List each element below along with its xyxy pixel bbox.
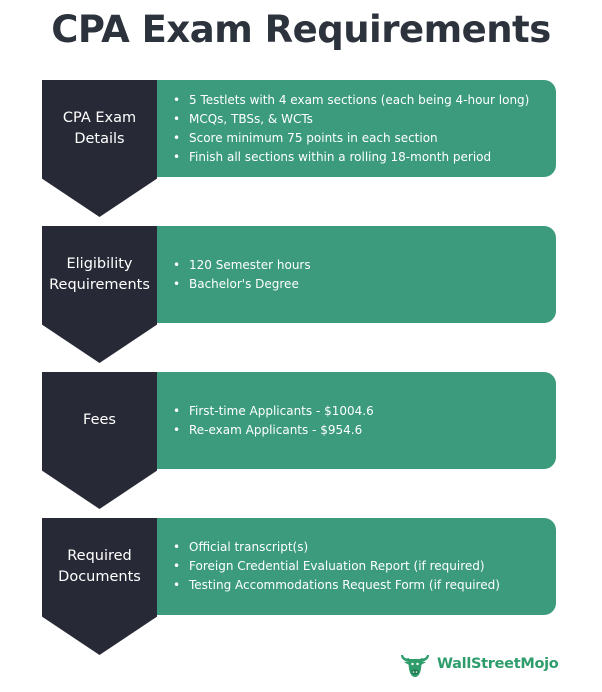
section-items: [173, 80, 548, 177]
list-item: • 5 Testlets with 4 exam sections (each being 4-hour long): [173, 91, 548, 110]
logo-wordmark: [437, 656, 558, 672]
section-eligibility-requirements: [42, 226, 556, 366]
section-label: CPA Exam Details: [62, 109, 137, 147]
section-required-documents: [42, 518, 556, 658]
page-title: CPA Exam Requirements: [51, 8, 551, 51]
list-item: • Score minimum 75 points in each section: [173, 129, 548, 148]
bull-icon: [398, 649, 432, 679]
list-item: • Re-exam Applicants - $954.6: [173, 421, 548, 440]
list-item: • Foreign Credential Evaluation Report (if required): [173, 557, 548, 576]
list-item: • Official transcript(s): [173, 538, 548, 557]
logo-text-part1: WallStreet: [437, 656, 521, 672]
list-item: • 120 Semester hours: [173, 256, 548, 275]
section-label: Fees: [83, 412, 116, 428]
section-items: [173, 372, 548, 469]
wallstreetmojo-logo: [398, 647, 558, 681]
list-item: • MCQs, TBSs, & WCTs: [173, 110, 548, 129]
section-items: [173, 518, 548, 615]
section-label: Required Documents: [58, 547, 141, 585]
section-fees: [42, 372, 556, 512]
list-item: • Bachelor's Degree: [173, 275, 548, 294]
list-item: • Finish all sections within a rolling 18-month period: [173, 148, 548, 167]
list-item: • Testing Accommodations Request Form (if required): [173, 576, 548, 595]
section-label: Eligibility Requirements: [49, 255, 150, 293]
section-items: [173, 226, 548, 323]
list-item: • First-time Applicants - $1004.6: [173, 402, 548, 421]
logo-text-part2: Mojo: [520, 656, 559, 672]
section-cpa-exam-details: [42, 80, 556, 220]
